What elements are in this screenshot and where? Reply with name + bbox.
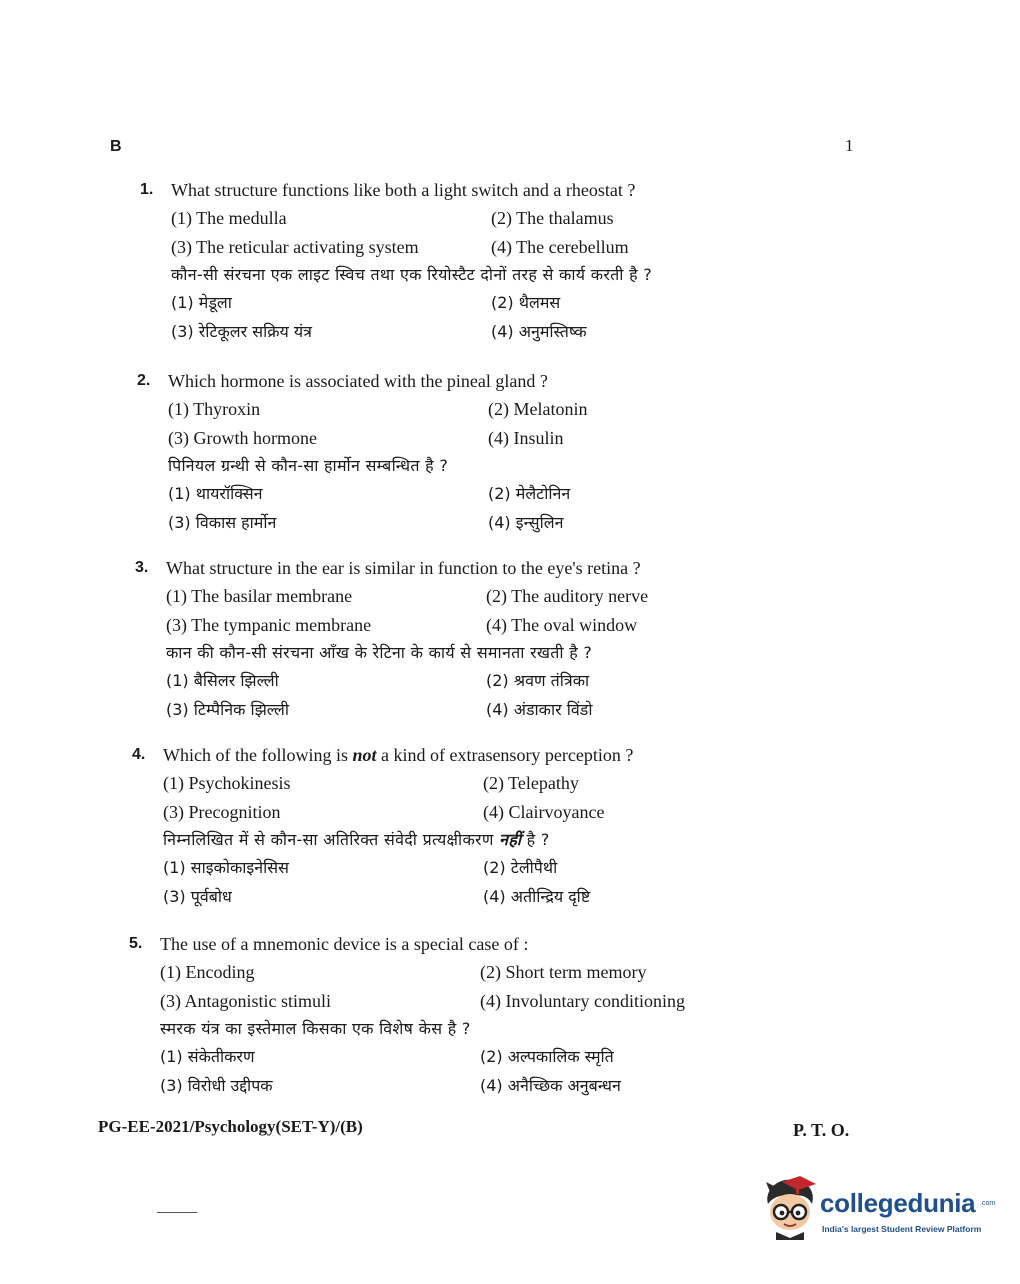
option-en-1: (1) The medulla xyxy=(171,208,287,228)
question-text-en: What structure functions like both a light switch and a rheostat ? xyxy=(171,180,636,200)
option-hi-4: (4) अनुमस्तिष्क xyxy=(491,322,587,341)
option-en-2: (2) The thalamus xyxy=(491,208,614,228)
option-hi-4: (4) अतीन्द्रिय दृष्टि xyxy=(483,887,591,906)
question-text-hi: कौन-सी संरचना एक लाइट स्विच तथा एक रियोस्टैट दोनों तरह से कार्य करती है ? xyxy=(171,265,653,284)
student-mascot-icon xyxy=(760,1176,820,1240)
option-hi-2: (2) श्रवण तंत्रिका xyxy=(486,671,590,690)
question-text-part: है ? xyxy=(521,830,550,849)
option-hi-3: (3) विरोधी उद्दीपक xyxy=(160,1076,273,1095)
page-number: 1 xyxy=(845,136,854,155)
option-hi-1: (1) बैसिलर झिल्ली xyxy=(166,671,279,690)
question-text-part: निम्नलिखित में से कौन-सा अतिरिक्त संवेदी प्रत्यक्षीकरण xyxy=(163,830,500,849)
question-number: 1. xyxy=(140,181,154,198)
emphasis-nahin: नहीं xyxy=(499,830,522,849)
option-hi-2: (2) टेलीपैथी xyxy=(483,858,558,877)
divider xyxy=(157,1212,197,1213)
question-text-hi xyxy=(163,826,832,854)
option-en-4: (4) Clairvoyance xyxy=(483,802,605,822)
question-text-hi: पिनियल ग्रन्थी से कौन-सा हार्मोन सम्बन्धित है ? xyxy=(168,456,449,475)
question-number: 3. xyxy=(135,559,149,576)
brand-name: collegedunia xyxy=(820,1188,976,1218)
question-4 xyxy=(132,741,832,911)
option-en-1: (1) The basilar membrane xyxy=(166,586,353,606)
option-en-2: (2) Short term memory xyxy=(480,962,647,982)
option-en-1: (1) Psychokinesis xyxy=(163,773,291,793)
question-text-part: Which of the following is xyxy=(163,745,353,765)
option-en-4: (4) Involuntary conditioning xyxy=(480,991,685,1011)
option-hi-1: (1) संकेतीकरण xyxy=(160,1047,255,1066)
option-en-2: (2) Melatonin xyxy=(488,399,588,419)
option-en-3: (3) Precognition xyxy=(163,802,281,822)
option-hi-4: (4) अंडाकार विंडो xyxy=(486,700,593,719)
option-hi-1: (1) साइकोकाइनेसिस xyxy=(163,858,289,877)
option-en-2: (2) Telepathy xyxy=(483,773,579,793)
question-text-en: What structure in the ear is similar in function to the eye's retina ? xyxy=(166,558,641,578)
question-number: 2. xyxy=(137,372,151,389)
pto-label: P. T. O. xyxy=(793,1120,850,1140)
option-en-4: (4) Insulin xyxy=(488,428,564,448)
question-3 xyxy=(135,554,835,724)
collegedunia-watermark xyxy=(760,1172,995,1248)
question-text-en: The use of a mnemonic device is a special case of : xyxy=(160,934,529,954)
question-text-hi: कान की कौन-सी संरचना आँख के रेटिना के कार्य से समानता रखती है ? xyxy=(166,643,593,662)
paper-series-label: B xyxy=(110,138,122,155)
question-5 xyxy=(129,930,829,1100)
question-number: 5. xyxy=(129,935,143,952)
question-text-hi: स्मरक यंत्र का इस्तेमाल किसका एक विशेष केस है ? xyxy=(160,1019,471,1038)
question-number: 4. xyxy=(132,746,146,763)
option-hi-3: (3) रेटिकूलर सक्रिय यंत्र xyxy=(171,322,312,341)
question-2 xyxy=(137,367,837,537)
option-hi-2: (2) थैलमस xyxy=(491,293,561,312)
brand-domain-suffix: .com xyxy=(980,1200,996,1207)
option-en-3: (3) The tympanic membrane xyxy=(166,615,372,635)
question-1 xyxy=(140,176,840,346)
option-en-2: (2) The auditory nerve xyxy=(486,586,649,606)
option-en-1: (1) Encoding xyxy=(160,962,255,982)
paper-code: PG-EE-2021/Psychology(SET-Y)/(B) xyxy=(98,1117,363,1136)
option-hi-4: (4) अनैच्छिक अनुबन्धन xyxy=(480,1076,621,1095)
option-en-3: (3) Growth hormone xyxy=(168,428,317,448)
option-hi-2: (2) अल्पकालिक स्मृति xyxy=(480,1047,614,1066)
option-en-4: (4) The oval window xyxy=(486,615,638,635)
option-en-1: (1) Thyroxin xyxy=(168,399,261,419)
option-hi-1: (1) थायरॉक्सिन xyxy=(168,484,263,503)
option-en-3: (3) Antagonistic stimuli xyxy=(160,991,331,1011)
option-hi-1: (1) मेडूला xyxy=(171,293,232,312)
question-text-en: Which hormone is associated with the pineal gland ? xyxy=(168,371,548,391)
option-hi-3: (3) पूर्वबोध xyxy=(163,887,232,906)
option-hi-2: (2) मेलैटोनिन xyxy=(488,484,571,503)
brand-tagline: India's largest Student Review Platform xyxy=(822,1224,982,1234)
option-en-3: (3) The reticular activating system xyxy=(171,237,419,257)
question-text-part: a kind of extrasensory perception ? xyxy=(376,745,634,765)
option-hi-3: (3) विकास हार्मोन xyxy=(168,513,277,532)
emphasis-not: not xyxy=(352,745,377,765)
option-hi-3: (3) टिम्पैनिक झिल्ली xyxy=(166,700,289,719)
option-hi-4: (4) इन्सुलिन xyxy=(488,513,564,532)
option-en-4: (4) The cerebellum xyxy=(491,237,629,257)
question-text-en xyxy=(163,741,832,769)
